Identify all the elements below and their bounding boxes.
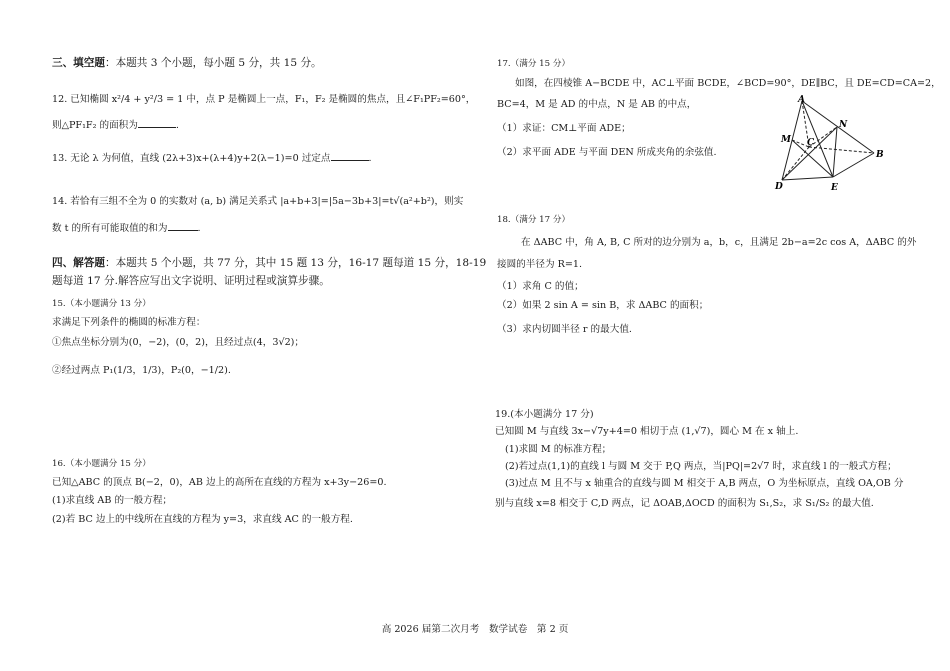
q19-line2: (1)求圆 M 的标准方程； — [505, 444, 612, 455]
label-C: C — [807, 138, 815, 148]
label-E: E — [831, 183, 838, 193]
q12-answer-blank[interactable] — [138, 118, 176, 128]
q17-line3: （1）求证：CM⊥平面 ADE； — [497, 123, 631, 134]
q15-line2: ①焦点坐标分别为(0，−2)，(0，2)，且经过点(4，3√2)； — [52, 337, 305, 348]
q18-title: 18.（满分 17 分） — [497, 215, 571, 225]
q16-line3: (2)若 BC 边上的中线所在直线的方程为 y=3，求直线 AC 的一般方程. — [52, 514, 353, 525]
q16-line1: 已知△ABC 的顶点 B(−2，0)，AB 边上的高所在直线的方程为 x+3y−26=0. — [52, 477, 387, 488]
q15-title: 15.（本小题满分 13 分） — [52, 299, 151, 309]
q18-line5: （3）求内切圆半径 r 的最大值. — [497, 324, 632, 335]
label-D: D — [775, 182, 783, 192]
answer-section-heading — [52, 257, 486, 270]
fill-section-colon: ： — [104, 57, 116, 69]
q17-line4: （2）求平面 ADE 与平面 DEN 所成夹角的余弦值. — [497, 147, 717, 158]
q14-line1: 14. 若恰有三组不全为 0 的实数对 (a, b) 满足关系式 |a+b+3|=|5a−3b+3|=t√(a²+b²)，则实 — [52, 196, 464, 207]
edge-DE — [782, 177, 833, 180]
q18-line4: （2）如果 2 sin A = sin B，求 ΔABC 的面积； — [497, 300, 709, 311]
q18-line3: （1）求角 C 的值； — [497, 281, 584, 292]
answer-section-desc-1: 本题共 5 个小题，共 77 分，其中 15 题 13 分，16-17 题每道 15 分，18-19 — [115, 257, 487, 269]
q15-line3: ②经过两点 P₁(1/3，1/3)，P₂(0，−1/2). — [52, 365, 231, 376]
q14-period: . — [197, 223, 201, 234]
q14-answer-blank[interactable] — [168, 221, 198, 231]
q12-period: . — [175, 120, 179, 131]
fill-section-heading — [52, 57, 322, 70]
q12-line2-text: 则△PF₁F₂ 的面积为 — [52, 120, 138, 131]
label-M: M — [781, 135, 791, 145]
q13-line1-text: 13. 无论 λ 为何值，直线 (2λ+3)x+(λ+4)y+2(λ−1)=0 过定点 — [52, 153, 331, 164]
q13-period: . — [368, 153, 372, 164]
q13-line1 — [52, 151, 372, 165]
q12-line1: 12. 已知椭圆 x²/4 + y²/3 = 1 中，点 P 是椭圆上一点，F₁，F₂ 是椭圆的焦点，且∠F₁PF₂=60°， — [52, 94, 476, 105]
q12-line2 — [52, 118, 179, 132]
answer-section-title: 四、解答题 — [52, 257, 105, 269]
q19-line5: 别与直线 x=8 相交于 C,D 两点，记 ΔOAB,ΔOCD 的面积为 S₁,S₂，求 S₁/S₂ 的最大值. — [495, 498, 874, 509]
q13-answer-blank[interactable] — [331, 151, 369, 161]
page-footer: 高 2026 届第二次月考 数学试卷 第 2 页 — [381, 624, 569, 635]
pyramid-figure — [769, 94, 894, 194]
answer-section-desc-2: 题每道 17 分.解答应写出文字说明、证明过程或演算步骤。 — [52, 275, 330, 287]
q14-line2-text: 数 t 的所有可能取值的和为 — [52, 223, 168, 234]
q14-line2 — [52, 221, 201, 235]
q18-line1: 在 ΔABC 中，角 A, B, C 所对的边分别为 a，b，c，且满足 2b−a=2c cos A，ΔABC 的外 — [521, 237, 917, 248]
q16-title: 16.（本小题满分 15 分） — [52, 459, 151, 469]
q17-line1: 如图，在四棱锥 A−BCDE 中，AC⊥平面 BCDE，∠BCD=90°，DE∥BC，且 DE=CD=CA=2， — [515, 78, 941, 89]
answer-section-colon: ： — [104, 257, 116, 269]
label-N: N — [839, 120, 848, 130]
fill-section-title: 三、填空题 — [52, 57, 105, 69]
q19-line1: 已知圆 M 与直线 3x−√7y+4=0 相切于点 (1,√7)，圆心 M 在 x 轴上. — [495, 426, 799, 437]
edge-EN — [833, 127, 837, 177]
q19-title: 19.(本小题满分 17 分) — [495, 409, 594, 420]
q18-line2: 接圆的半径为 R=1. — [497, 259, 583, 270]
edge-CB — [809, 147, 874, 153]
label-B: B — [876, 150, 884, 160]
q19-line3: (2)若过点(1,1)的直线 l 与圆 M 交于 P,Q 两点，当|PQ|=2√7 时，求直线 l 的一般式方程； — [505, 461, 897, 472]
q17-line2: BC=4，M 是 AD 的中点，N 是 AB 的中点， — [497, 99, 697, 110]
edge-EB — [833, 153, 874, 177]
q16-line2: (1)求直线 AB 的一般方程； — [52, 495, 173, 506]
q19-line4: (3)过点 M 且不与 x 轴重合的直线与圆 M 相交于 A,B 两点，O 为坐标原点，直线 OA,OB 分 — [505, 478, 904, 489]
label-A: A — [798, 95, 805, 105]
fill-section-desc: 本题共 3 个小题，每小题 5 分，共 15 分。 — [115, 57, 322, 69]
q17-title: 17.（满分 15 分） — [497, 59, 571, 69]
q15-line1: 求满足下列条件的椭圆的标准方程： — [52, 317, 206, 328]
